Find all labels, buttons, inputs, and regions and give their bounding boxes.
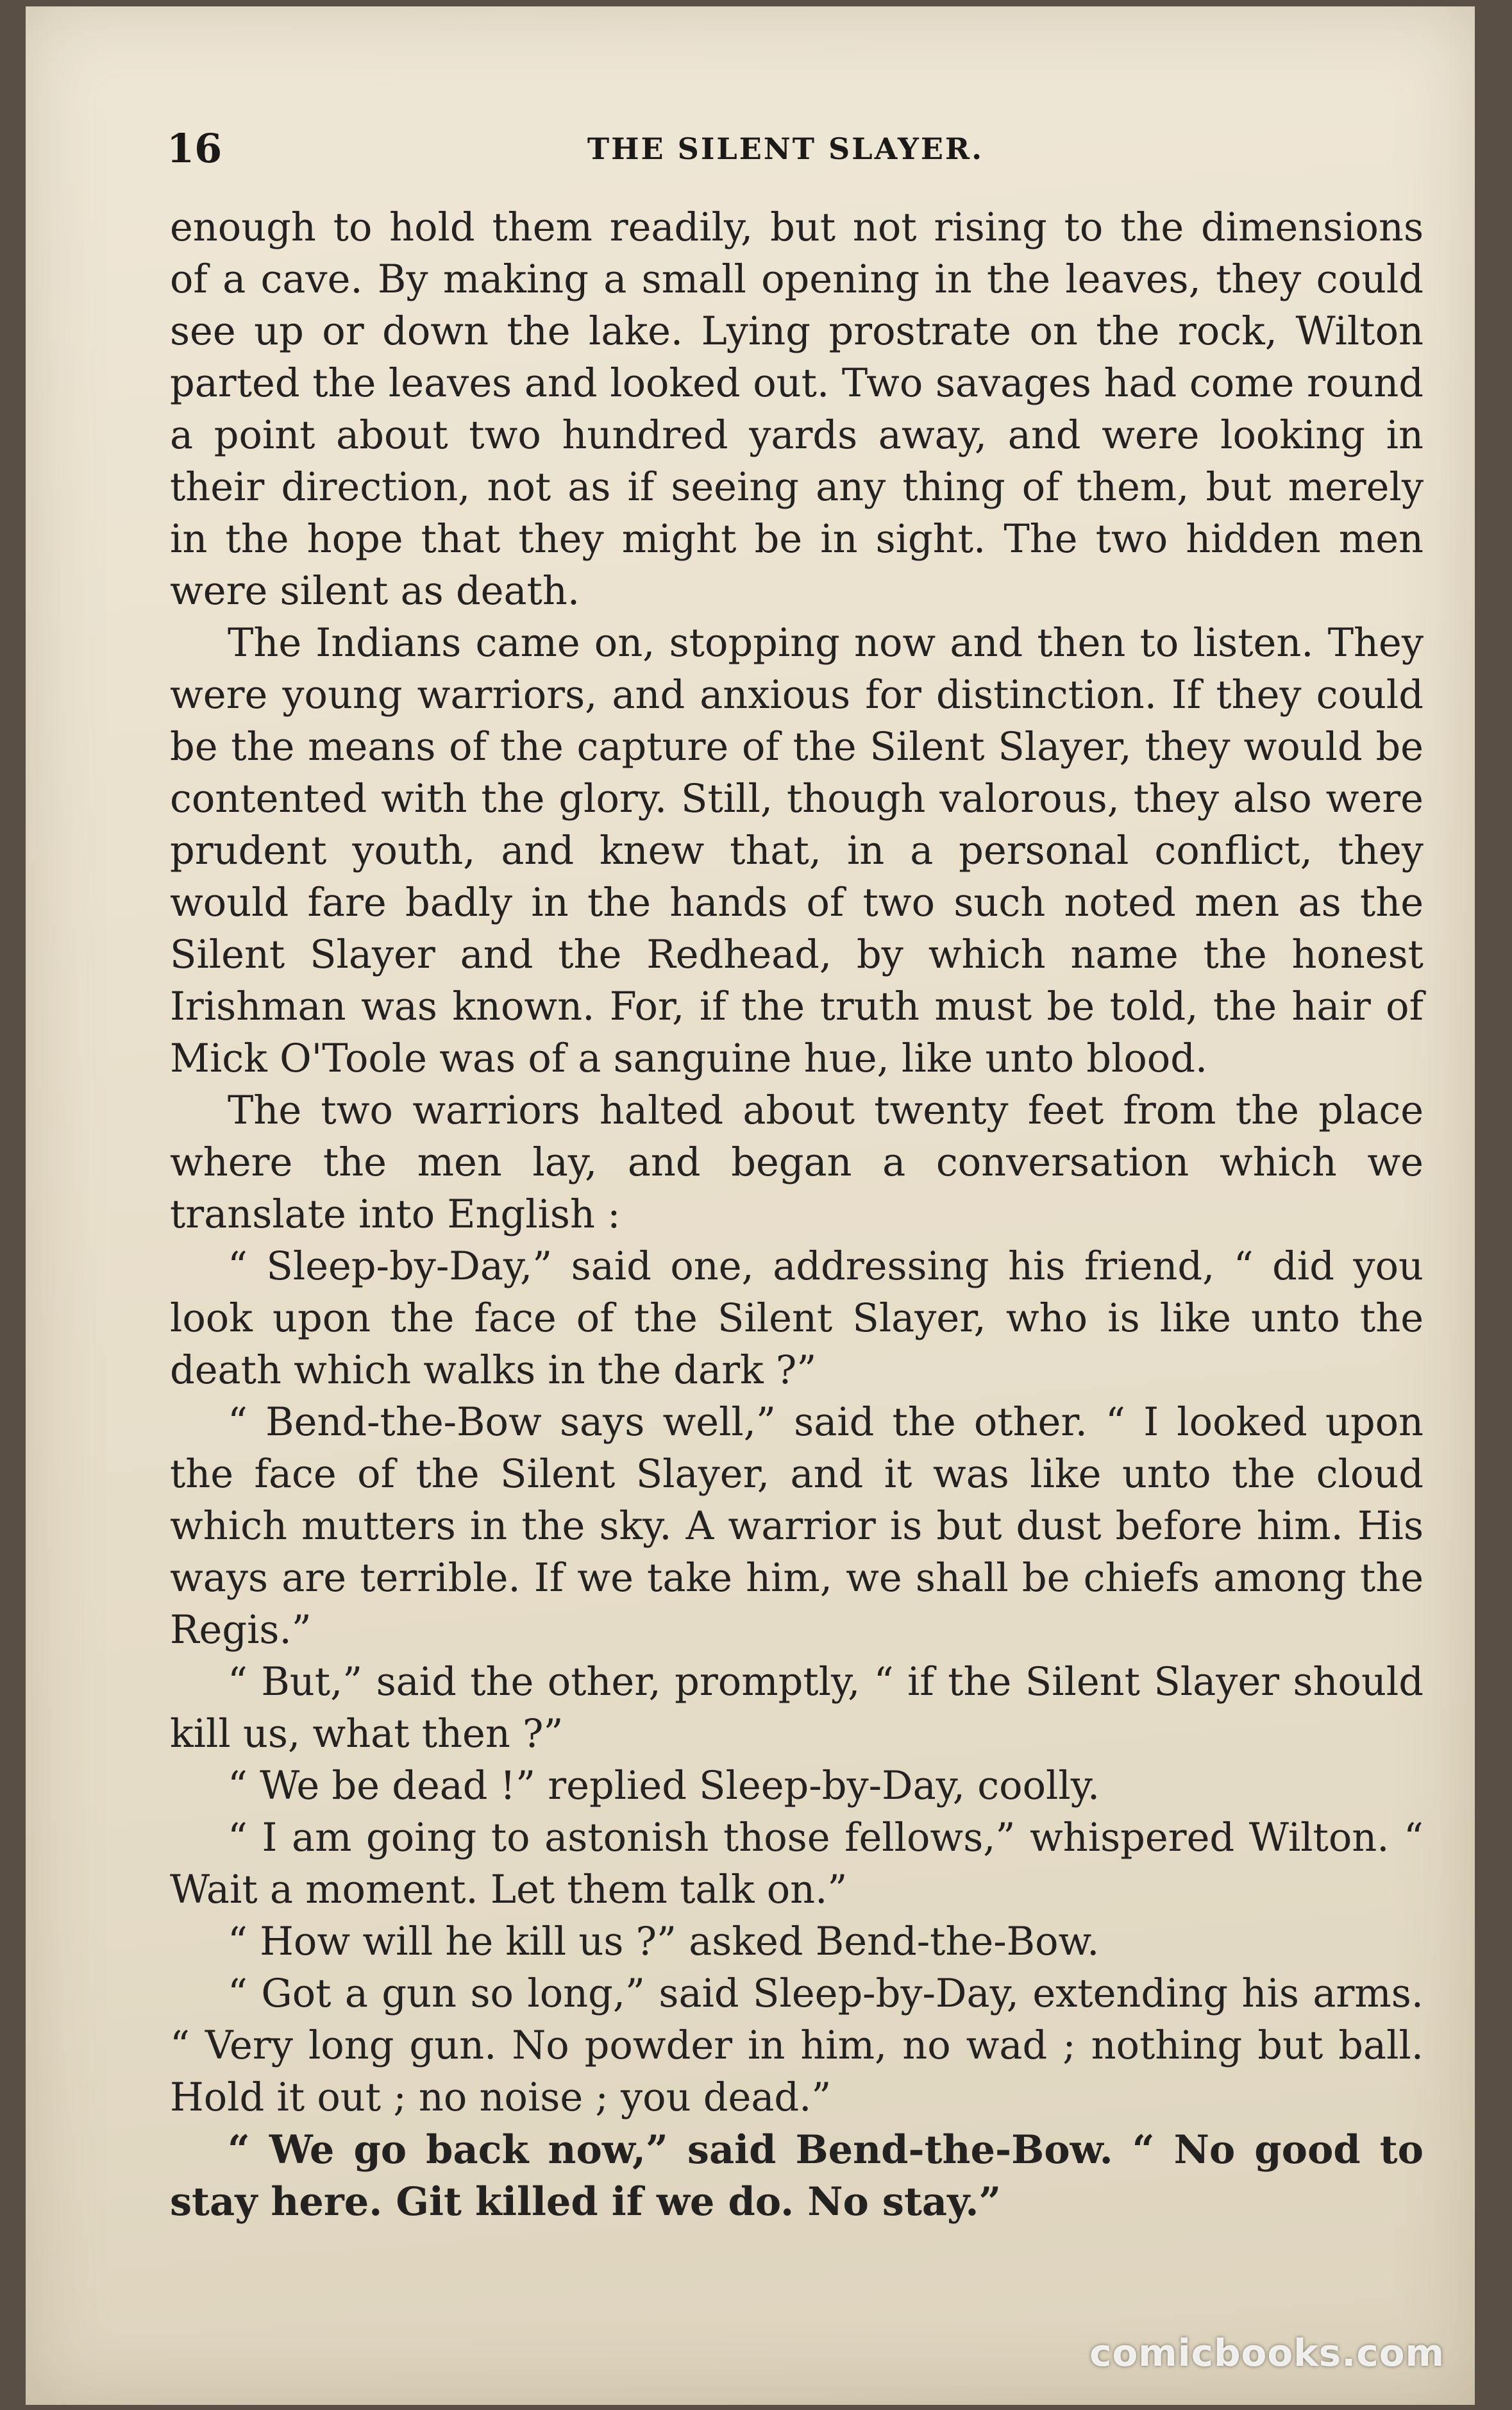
page-header: [147, 125, 1424, 176]
body-text: [170, 202, 1424, 2228]
paragraph: “ But,” said the other, promptly, “ if the Silent Slayer should kill us, what then ?”: [170, 1660, 1424, 1757]
paragraph: “ How will he kill us ?” asked Bend-the-Bow.: [228, 1919, 1100, 1964]
paragraph: The two warriors halted about twenty feet from the place where the men lay, and began a conversation which we translate into English :: [170, 1088, 1424, 1237]
paragraph: “ Got a gun so long,” said Sleep-by-Day, extending his arms. “ Very long gun. No powder in him, no wad ; nothing but ball. Hold it out ; no noise ; you dead.”: [170, 1971, 1424, 2120]
watermark: comicbooks.com: [1089, 2331, 1445, 2375]
paragraph: The Indians came on, stopping now and then to listen. They were young warriors, and anxious for distinction. If they could be the means of the capture of the Silent Slayer, they would be contented with the glory. Still, though valorous, they also were prudent youth, and knew that, in a personal conflict, they would fare badly in the hands of two such noted men as the Silent Slayer and the Redhead, by which name the honest Irishman was known. For, if the truth must be told, the hair of Mick O'Toole was of a sanguine hue, like unto blood.: [170, 621, 1424, 1081]
paragraph: “ I am going to astonish those fellows,” whispered Wilton. “ Wait a moment. Let them talk on.”: [170, 1816, 1424, 1912]
book-page: [26, 6, 1475, 2405]
paragraph: enough to hold them readily, but not rising to the dimensions of a cave. By making a small opening in the leaves, they could see up or down the lake. Lying prostrate on the rock, Wilton parted the leaves and looked out. Two savages had come round a point about two hundred yards away, and were looking in their direction, not as if seeing any thing of them, but merely in the hope that they might be in sight. The two hidden men were silent as death.: [170, 205, 1424, 614]
page-number: 16: [167, 125, 223, 172]
paragraph: “ We go back now,” said Bend-the-Bow. “ No good to stay here. Git killed if we do. No stay.”: [170, 2127, 1424, 2225]
paragraph: “ Bend-the-Bow says well,” said the other. “ I looked upon the face of the Silent Slayer, and it was like unto the cloud which mutters in the sky. A warrior is but dust before him. His ways are terrible. If we take him, we shall be chiefs among the Regis.”: [170, 1400, 1424, 1653]
paragraph: “ We be dead !” replied Sleep-by-Day, coolly.: [228, 1764, 1100, 1808]
running-title: THE SILENT SLAYER.: [587, 131, 984, 166]
paragraph: “ Sleep-by-Day,” said one, addressing his friend, “ did you look upon the face of the Silent Slayer, who is like unto the death which walks in the dark ?”: [170, 1244, 1424, 1393]
